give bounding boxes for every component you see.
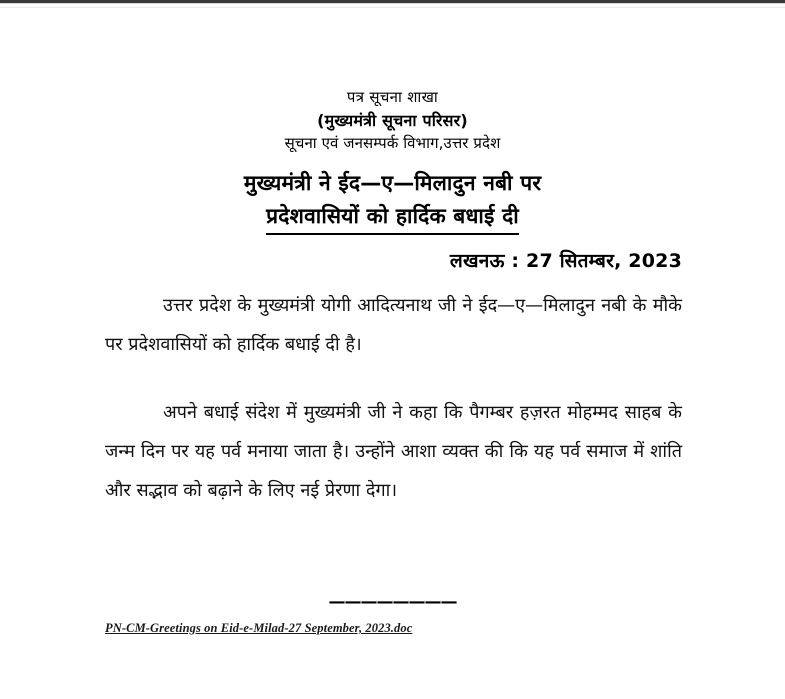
masthead-ministry-line: सूचना एवं जनसम्पर्क विभाग,उत्तर प्रदेश xyxy=(284,133,501,152)
body-paragraph-2: अपने बधाई संदेश में मुख्यमंत्री जी ने कहा कि पैगम्बर हज़रत मोहम्मद साहब के जन्म दिन पर यह पर्व मनाया जाता है। उन्होंने आशा व्यक्त की कि यह पर्व समाज में शांति और सद्भाव को बढ़ाने के लिए नई प्रेरणा देगा। xyxy=(105,402,682,501)
body-paragraph-1: उत्तर प्रदेश के मुख्यमंत्री योगी आदित्यनाथ जी ने ईद—ए—मिलादुन नबी के मौके पर प्रदेशवासियों को हार्दिक बधाई दी है। xyxy=(105,295,682,355)
document-reference-filename: PN-CM-Greetings on Eid-e-Milad-27 September, 2023.doc xyxy=(105,621,413,635)
masthead-department-line: पत्र सूचना शाखा xyxy=(346,88,439,106)
masthead-office-line: (मुख्यमंत्री सूचना परिसर) xyxy=(317,110,468,130)
headline-line-2: प्रदेशवासियों को हार्दिक बधाई दी xyxy=(266,201,519,234)
masthead xyxy=(0,88,785,154)
dateline: लखनऊ : 27 सितम्बर, 2023 xyxy=(449,250,682,272)
body-text xyxy=(105,286,682,510)
page-title xyxy=(0,168,785,235)
headline-line-1: मुख्यमंत्री ने ईद—ए—मिलादुन नबी पर xyxy=(243,171,542,195)
footer-separator: ———————— xyxy=(328,592,457,612)
